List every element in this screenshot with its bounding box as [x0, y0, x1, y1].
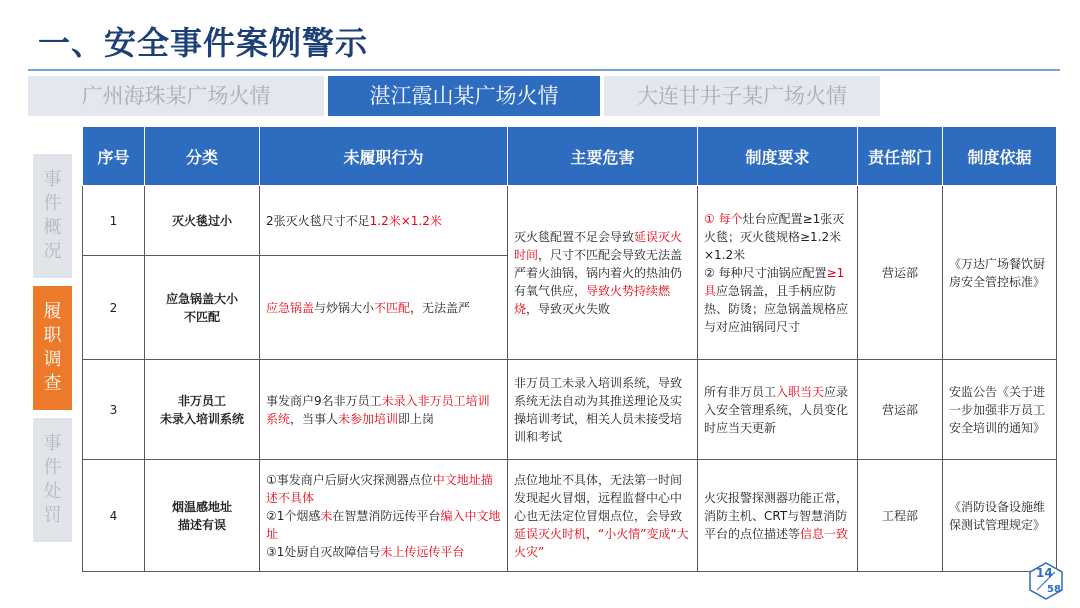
row-basis: 安监公告《关于进一步加强非万员工安全培训的通知》: [943, 360, 1057, 460]
row-department: 工程部: [858, 460, 943, 572]
header-harm: 主要危害: [508, 127, 698, 186]
row-basis: 《万达广场餐饮厨房安全管控标准》: [943, 186, 1057, 360]
header-requirement: 制度要求: [698, 127, 858, 186]
side-tab-label: 事件处罚: [43, 433, 62, 526]
table-row: [83, 186, 1057, 256]
side-tab-investigation[interactable]: [33, 286, 72, 410]
header-no: 序号: [83, 127, 145, 186]
row-harm: 点位地址不具体，无法第一时间发现起火冒烟，远程监督中心中心也无法定位冒烟点位，会导致延误灭火时机，“小火情”变成“大火灾”: [508, 460, 698, 572]
row-category: 灭火毯过小: [145, 186, 260, 256]
total-pages: 58: [1047, 584, 1061, 595]
table-row: [83, 360, 1057, 460]
row-behavior: 事发商户9名非万员工未录入非万员工培训系统，当事人未参加培训即上岗: [260, 360, 508, 460]
side-tab-label: 事件概况: [43, 169, 62, 262]
tab-zhanjiang[interactable]: 湛江霞山某广场火情: [328, 76, 600, 116]
side-tab-overview[interactable]: [33, 154, 72, 278]
row-requirement: 火灾报警探测器功能正常，消防主机、CRT与智慧消防平台的点位描述等信息一致: [698, 460, 858, 572]
table-header-row: [83, 127, 1057, 186]
row-number: 2: [83, 256, 145, 360]
row-behavior: ①事发商户后厨火灾探测器点位中文地址描述不具体 ②1个烟感未在智慧消防远传平台编入中文地址 ③1处厨自灭故障信号未上传远传平台: [260, 460, 508, 572]
case-table: [82, 126, 1057, 572]
page-number-badge: [1028, 562, 1064, 600]
header-behavior: 未履职行为: [260, 127, 508, 186]
row-number: 4: [83, 460, 145, 572]
row-number: 3: [83, 360, 145, 460]
row-behavior: 2张灭火毯尺寸不足1.2米×1.2米: [260, 186, 508, 256]
row-requirement: 所有非万员工入职当天应录入安全管理系统，人员变化时应当天更新: [698, 360, 858, 460]
row-department: 营运部: [858, 186, 943, 360]
row-category: 应急锅盖大小 不匹配: [145, 256, 260, 360]
row-basis: 《消防设备设施维保测试管理规定》: [943, 460, 1057, 572]
table-row: [83, 460, 1057, 572]
case-tabs: [28, 76, 880, 116]
side-tab-penalty[interactable]: [33, 418, 72, 542]
header-department: 责任部门: [858, 127, 943, 186]
header-category: 分类: [145, 127, 260, 186]
header-basis: 制度依据: [943, 127, 1057, 186]
row-behavior: 应急锅盖与炒锅大小不匹配，无法盖严: [260, 256, 508, 360]
tab-dalian[interactable]: 大连甘井子某广场火情: [604, 76, 880, 116]
row-category: 烟温感地址 描述有误: [145, 460, 260, 572]
row-category: 非万员工 未录入培训系统: [145, 360, 260, 460]
tab-guangzhou[interactable]: 广州海珠某广场火情: [28, 76, 324, 116]
row-requirement: ① 每个灶台应配置≥1张灭火毯；灭火毯规格≥1.2米×1.2米 ② 每种尺寸油锅应配置≥1具应急锅盖，且手柄应防热、防烫；应急锅盖规格应与对应油锅同尺寸: [698, 186, 858, 360]
row-number: 1: [83, 186, 145, 256]
current-page: 14: [1036, 566, 1053, 580]
row-department: 营运部: [858, 360, 943, 460]
title-divider: [28, 69, 1060, 71]
row-harm: 灭火毯配置不足会导致延误灭火时间，尺寸不匹配会导致无法盖严着火油锅，锅内着火的热油仍有氧气供应，导致火势持续燃烧，导致灭火失败: [508, 186, 698, 360]
row-harm: 非万员工未录入培训系统，导致系统无法自动为其推送理论及实操培训考试，相关人员未接受培训和考试: [508, 360, 698, 460]
page-title: 一、安全事件案例警示: [38, 24, 369, 62]
side-tab-label: 履职调查: [43, 301, 62, 394]
